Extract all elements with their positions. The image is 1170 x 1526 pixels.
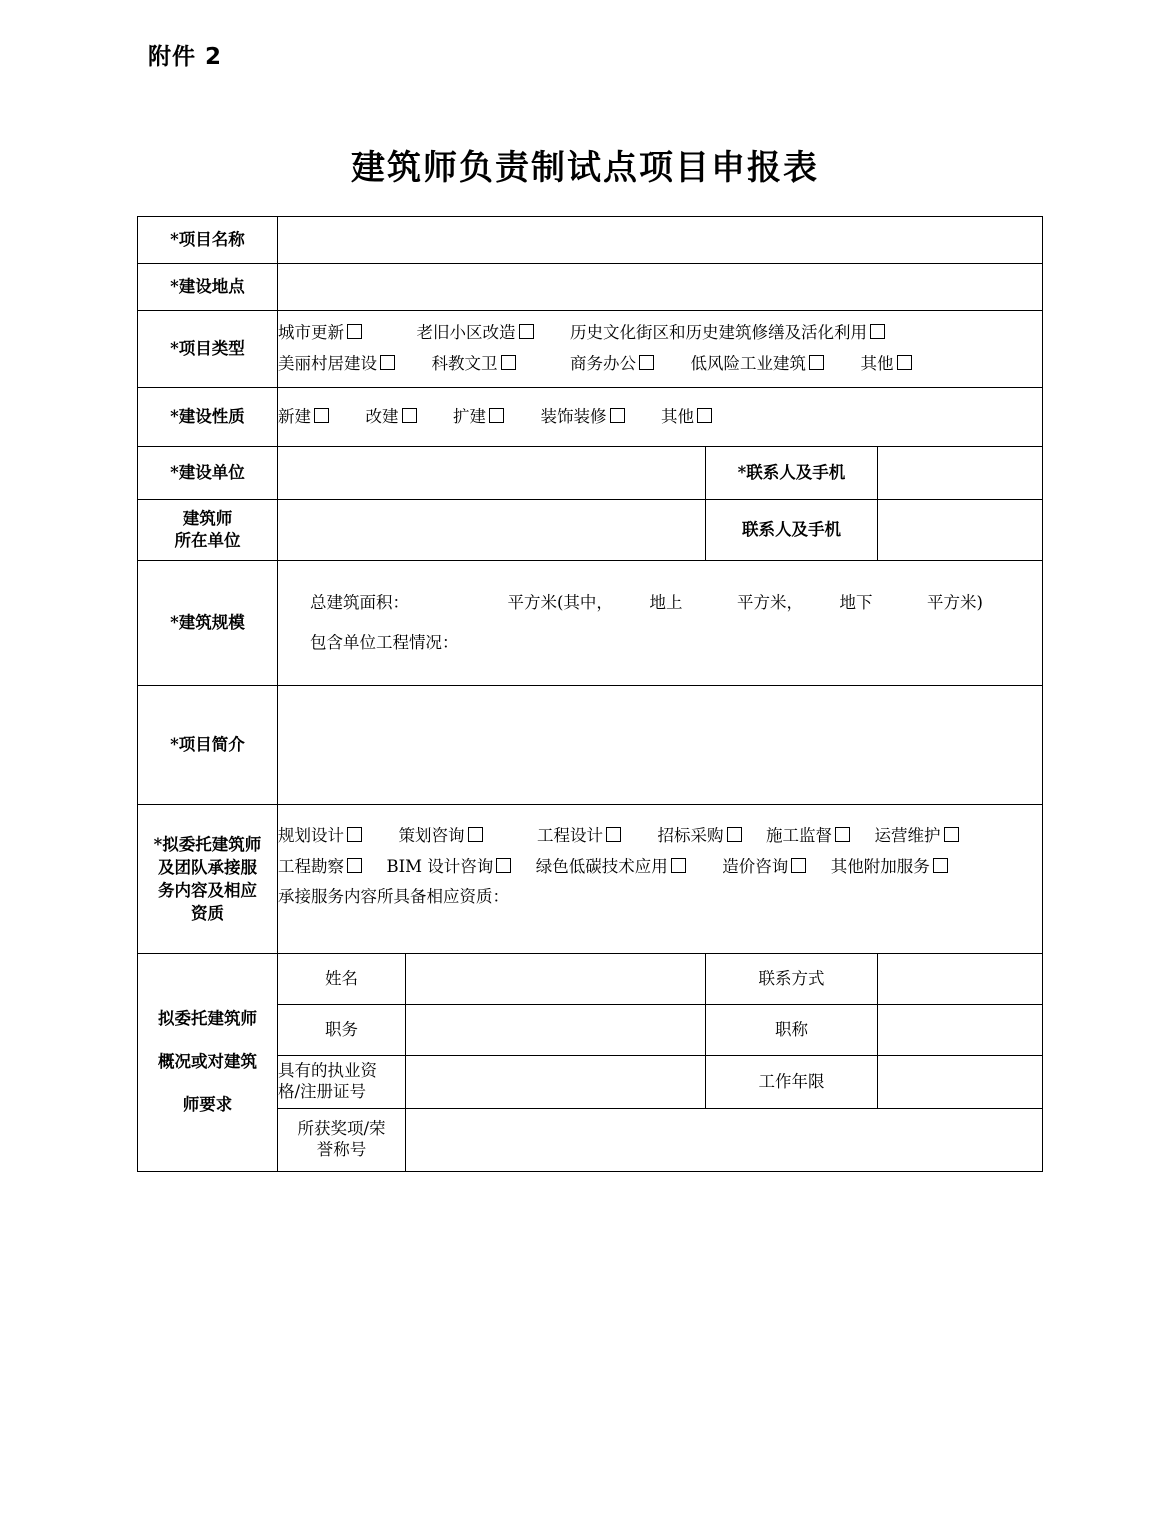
checkbox-option-rebuild[interactable]: 改建: [366, 407, 417, 426]
input-project-name[interactable]: [278, 217, 1043, 264]
checkbox-icon[interactable]: [944, 827, 959, 842]
label-architect-unit: [138, 500, 278, 561]
checkbox-icon[interactable]: [347, 324, 362, 339]
checkbox-icon[interactable]: [727, 827, 742, 842]
checkbox-option-cost-consulting[interactable]: 造价咨询: [722, 857, 806, 876]
checkbox-option-expand[interactable]: 扩建: [453, 407, 504, 426]
checkbox-option-bim-consulting[interactable]: BIM 设计咨询: [387, 857, 512, 876]
scale-total-area-label: 总建筑面积：: [310, 593, 409, 613]
label-construction-nature: *建设性质: [138, 388, 278, 447]
label-project-name: *项目名称: [138, 217, 278, 264]
checkbox-option-planning-consulting[interactable]: 策划咨询: [399, 826, 483, 845]
checkbox-option-science-education[interactable]: 科教文卫: [432, 354, 516, 373]
checkbox-icon[interactable]: [897, 355, 912, 370]
label-architect-contact: 联系方式: [706, 954, 878, 1005]
label-construction-site: *建设地点: [138, 264, 278, 311]
label-architect-position: 职务: [278, 1005, 406, 1056]
checkbox-icon[interactable]: [697, 408, 712, 423]
services-options-line2: [278, 852, 1042, 883]
label-project-intro: *项目简介: [138, 686, 278, 805]
page-title: 建筑师负责制试点项目申报表: [351, 148, 819, 188]
checkbox-icon[interactable]: [496, 858, 511, 873]
checkbox-icon[interactable]: [610, 408, 625, 423]
label-architect-profile: 拟委托建筑师 概况或对建筑 师要求: [138, 954, 278, 1172]
label-architect-unit-line2: 所在单位: [174, 531, 241, 550]
checkbox-option-other-nature[interactable]: 其他: [661, 407, 712, 426]
checkbox-icon[interactable]: [870, 324, 885, 339]
services-options: [278, 805, 1043, 954]
project-type-options-line2: [278, 349, 1042, 380]
input-construction-unit-contact[interactable]: [878, 447, 1043, 500]
label-architect-unit-line1: 建筑师: [182, 508, 233, 528]
table-row: [138, 954, 1043, 1005]
building-scale-line1: [278, 583, 1042, 623]
label-construction-unit: *建设单位: [138, 447, 278, 500]
label-architect-work-years: 工作年限: [706, 1056, 878, 1109]
checkbox-icon[interactable]: [402, 408, 417, 423]
label-architect-qualification: 具有的执业资 格/注册证号: [278, 1056, 406, 1109]
label-architect-title: 职称: [706, 1005, 878, 1056]
building-scale-line2: 包含单位工程情况：: [310, 633, 459, 652]
checkbox-option-historic-district[interactable]: 历史文化街区和历史建筑修缮及活化利用: [570, 323, 885, 342]
scale-above-ground-label: 地上: [649, 593, 683, 613]
checkbox-icon[interactable]: [468, 827, 483, 842]
label-architect-unit-contact: 联系人及手机: [706, 500, 878, 561]
input-architect-name[interactable]: [406, 954, 706, 1005]
checkbox-option-other-additional-services[interactable]: 其他附加服务: [831, 857, 948, 876]
table-row: [138, 686, 1043, 805]
checkbox-icon[interactable]: [671, 858, 686, 873]
checkbox-option-beautiful-village[interactable]: 美丽村居建设: [278, 354, 395, 373]
checkbox-icon[interactable]: [347, 827, 362, 842]
checkbox-icon[interactable]: [380, 355, 395, 370]
checkbox-icon[interactable]: [606, 827, 621, 842]
input-architect-title[interactable]: [878, 1005, 1043, 1056]
input-architect-awards[interactable]: [406, 1109, 1043, 1172]
label-architect-awards: 所获奖项/荣 誉称号: [278, 1109, 406, 1172]
table-row: [138, 500, 1043, 561]
checkbox-icon[interactable]: [809, 355, 824, 370]
input-project-intro[interactable]: [278, 686, 1043, 805]
table-row: [138, 264, 1043, 311]
project-type-options-line1: [278, 318, 1042, 349]
table-row: [138, 561, 1043, 686]
table-row: [138, 447, 1043, 500]
checkbox-icon[interactable]: [519, 324, 534, 339]
checkbox-icon[interactable]: [314, 408, 329, 423]
application-form-table: [137, 216, 1043, 1172]
attachment-label: 附件 2: [148, 44, 223, 70]
checkbox-option-construction-supervision[interactable]: 施工监督: [766, 826, 850, 845]
checkbox-option-old-community[interactable]: 老旧小区改造: [417, 323, 534, 342]
checkbox-option-planning-design[interactable]: 规划设计: [278, 826, 362, 845]
project-type-options: [278, 311, 1043, 388]
label-project-type: *项目类型: [138, 311, 278, 388]
scale-unit-text: 平方米(其中，: [507, 593, 613, 613]
checkbox-icon[interactable]: [489, 408, 504, 423]
input-construction-unit[interactable]: [278, 447, 706, 500]
scale-unit-text-3: 平方米): [926, 593, 983, 613]
checkbox-option-green-low-carbon[interactable]: 绿色低碳技术应用: [536, 857, 686, 876]
label-construction-unit-contact: *联系人及手机: [706, 447, 878, 500]
table-row: [138, 311, 1043, 388]
checkbox-option-other-type[interactable]: 其他: [861, 354, 912, 373]
checkbox-option-new-build[interactable]: 新建: [278, 407, 329, 426]
label-building-scale: *建筑规模: [138, 561, 278, 686]
services-options-line1: [278, 821, 1042, 852]
table-row: [138, 217, 1043, 264]
building-scale-content[interactable]: [278, 561, 1043, 686]
checkbox-option-decoration[interactable]: 装饰装修: [541, 407, 625, 426]
checkbox-icon[interactable]: [347, 858, 362, 873]
checkbox-option-bidding-procurement[interactable]: 招标采购: [658, 826, 742, 845]
checkbox-option-urban-renewal[interactable]: 城市更新: [278, 323, 362, 342]
services-qualification-note: 承接服务内容所具备相应资质：: [278, 887, 509, 907]
checkbox-option-engineering-design[interactable]: 工程设计: [537, 826, 621, 845]
checkbox-icon[interactable]: [791, 858, 806, 873]
scale-unit-text-2: 平方米，: [736, 593, 803, 613]
label-architect-name: 姓名: [278, 954, 406, 1005]
input-construction-site[interactable]: [278, 264, 1043, 311]
label-services: *拟委托建筑师 及团队承接服 务内容及相应 资质: [138, 805, 278, 954]
table-row: [138, 805, 1043, 954]
input-architect-work-years[interactable]: [878, 1056, 1043, 1109]
checkbox-option-low-risk-industrial[interactable]: 低风险工业建筑: [691, 354, 825, 373]
input-architect-unit-contact[interactable]: [878, 500, 1043, 561]
checkbox-icon[interactable]: [639, 355, 654, 370]
scale-underground-label: 地下: [839, 593, 873, 613]
input-architect-contact[interactable]: [878, 954, 1043, 1005]
table-row: [138, 388, 1043, 447]
input-architect-position[interactable]: [406, 1005, 706, 1056]
checkbox-option-engineering-survey[interactable]: 工程勘察: [278, 857, 362, 876]
checkbox-option-operation-maintenance[interactable]: 运营维护: [875, 826, 959, 845]
checkbox-option-business-office[interactable]: 商务办公: [570, 354, 654, 373]
checkbox-icon[interactable]: [501, 355, 516, 370]
input-architect-qualification[interactable]: [406, 1056, 706, 1109]
input-architect-unit[interactable]: [278, 500, 706, 561]
checkbox-icon[interactable]: [933, 858, 948, 873]
checkbox-icon[interactable]: [835, 827, 850, 842]
construction-nature-options: [278, 388, 1043, 447]
